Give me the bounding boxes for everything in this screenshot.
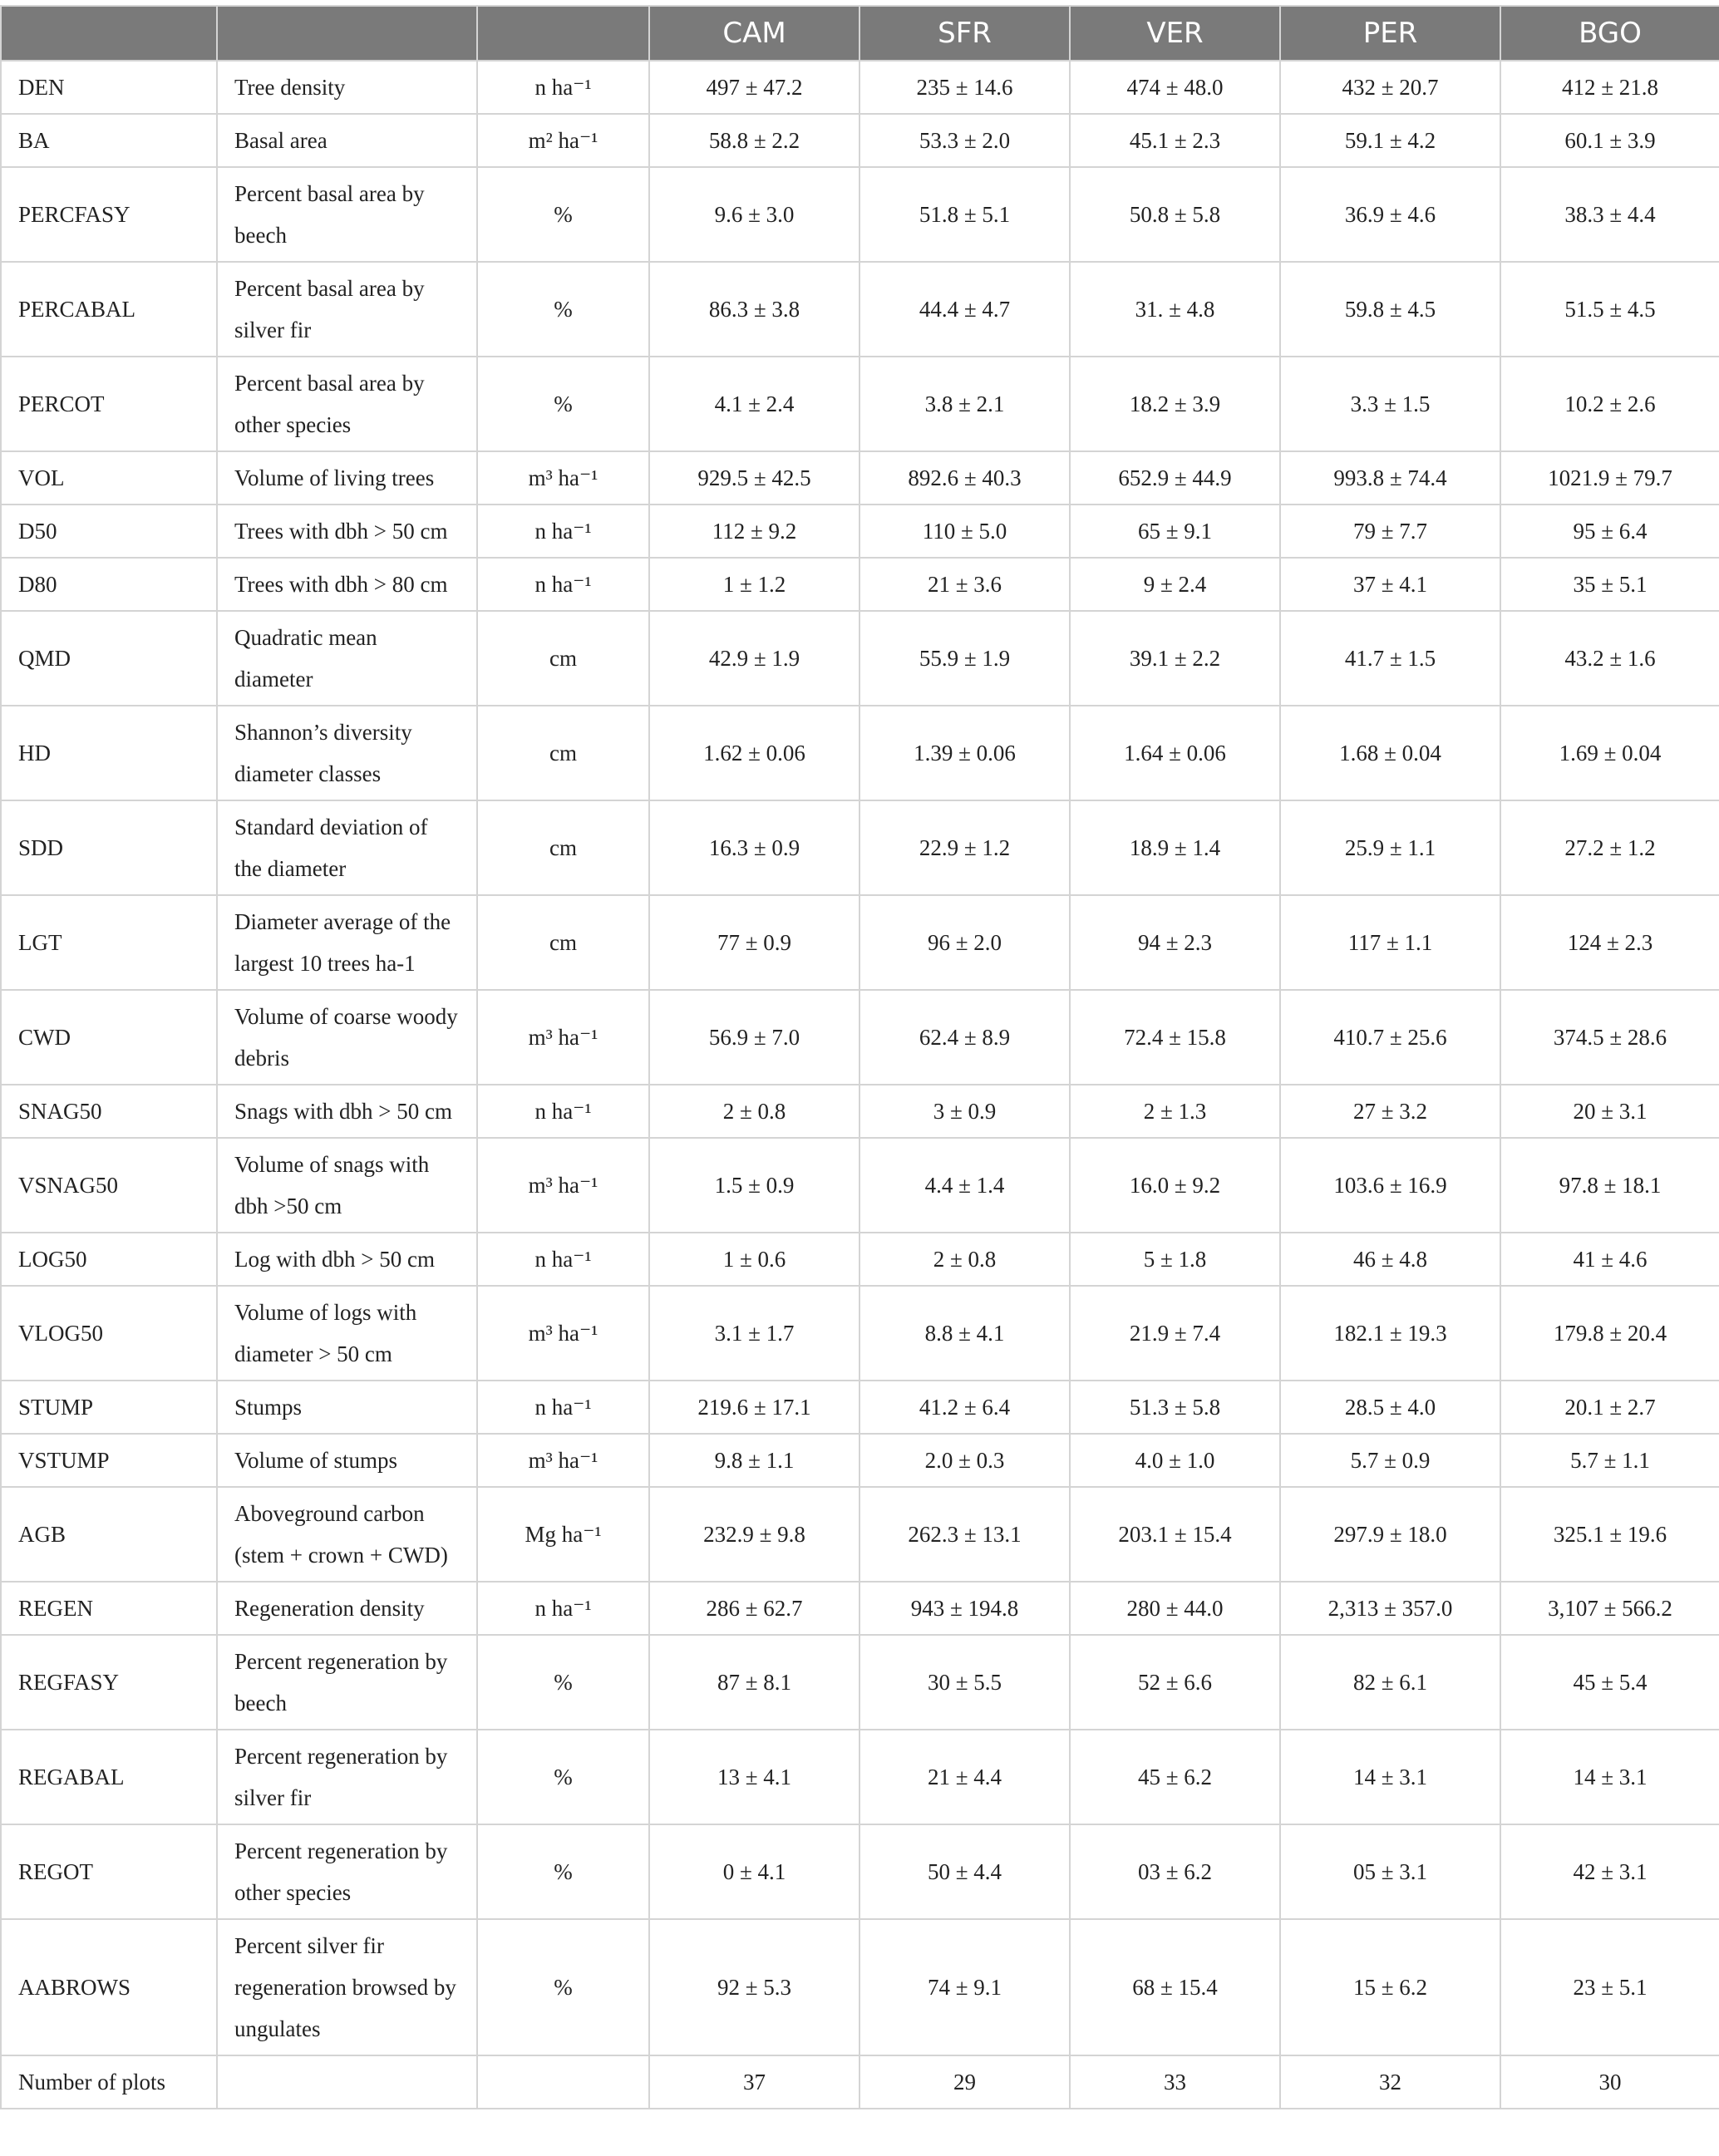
value-cell: 474 ± 48.0 [1070, 61, 1280, 114]
table-row [1, 1730, 1719, 1824]
table-row [1, 167, 1719, 262]
value-cell: 52 ± 6.6 [1070, 1635, 1280, 1730]
unit-cell: n ha⁻¹ [477, 1233, 649, 1286]
value-cell: 117 ± 1.1 [1280, 895, 1500, 990]
table-row [1, 1434, 1719, 1487]
value-cell: 94 ± 2.3 [1070, 895, 1280, 990]
value-cell: 21 ± 3.6 [860, 558, 1070, 611]
unit-cell: cm [477, 800, 649, 895]
unit-cell: n ha⁻¹ [477, 1381, 649, 1434]
value-cell: 943 ± 194.8 [860, 1582, 1070, 1635]
value-cell: 3.1 ± 1.7 [649, 1286, 860, 1381]
value-cell: 1 ± 1.2 [649, 558, 860, 611]
unit-cell: n ha⁻¹ [477, 1582, 649, 1635]
value-cell: 652.9 ± 44.9 [1070, 451, 1280, 505]
description-cell: Stumps [217, 1381, 477, 1434]
variable-code-cell: D50 [1, 505, 217, 558]
description-cell: Percent regeneration by beech [217, 1635, 477, 1730]
unit-cell: cm [477, 611, 649, 706]
description-cell: Quadratic mean diameter [217, 611, 477, 706]
variable-code-cell: REGFASY [1, 1635, 217, 1730]
value-cell: 45 ± 6.2 [1070, 1730, 1280, 1824]
value-cell: 95 ± 6.4 [1500, 505, 1719, 558]
value-cell: 1.69 ± 0.04 [1500, 706, 1719, 800]
unit-cell: n ha⁻¹ [477, 1085, 649, 1138]
value-cell: 39.1 ± 2.2 [1070, 611, 1280, 706]
value-cell: 412 ± 21.8 [1500, 61, 1719, 114]
table-row [1, 1919, 1719, 2055]
variable-code-cell: LGT [1, 895, 217, 990]
value-cell: 03 ± 6.2 [1070, 1824, 1280, 1919]
value-cell: 1021.9 ± 79.7 [1500, 451, 1719, 505]
value-cell: 16.3 ± 0.9 [649, 800, 860, 895]
unit-cell: n ha⁻¹ [477, 558, 649, 611]
description-cell: Diameter average of the largest 10 trees ha-1 [217, 895, 477, 990]
value-cell: 36.9 ± 4.6 [1280, 167, 1500, 262]
table-row [1, 1487, 1719, 1582]
value-cell: 3,107 ± 566.2 [1500, 1582, 1719, 1635]
description-cell: Percent regeneration by other species [217, 1824, 477, 1919]
value-cell: 55.9 ± 1.9 [860, 611, 1070, 706]
table-row [1, 505, 1719, 558]
value-cell: 0 ± 4.1 [649, 1824, 860, 1919]
unit-cell: n ha⁻¹ [477, 505, 649, 558]
unit-cell: % [477, 1730, 649, 1824]
unit-cell: m³ ha⁻¹ [477, 1434, 649, 1487]
value-cell: 9.8 ± 1.1 [649, 1434, 860, 1487]
value-cell: 20 ± 3.1 [1500, 1085, 1719, 1138]
value-cell: 13 ± 4.1 [649, 1730, 860, 1824]
table-row [1, 1138, 1719, 1233]
value-cell: 993.8 ± 74.4 [1280, 451, 1500, 505]
header-cell [1, 6, 217, 61]
description-cell: Volume of living trees [217, 451, 477, 505]
header-cell: BGO [1500, 6, 1719, 61]
variable-code-cell: REGEN [1, 1582, 217, 1635]
value-cell: 86.3 ± 3.8 [649, 262, 860, 357]
variable-code-cell: PERCABAL [1, 262, 217, 357]
value-cell: 5.7 ± 0.9 [1280, 1434, 1500, 1487]
unit-cell: m² ha⁻¹ [477, 114, 649, 167]
value-cell: 21.9 ± 7.4 [1070, 1286, 1280, 1381]
variable-code-cell: SNAG50 [1, 1085, 217, 1138]
description-cell: Percent basal area by silver fir [217, 262, 477, 357]
table-row [1, 895, 1719, 990]
value-cell: 14 ± 3.1 [1500, 1730, 1719, 1824]
value-cell: 62.4 ± 8.9 [860, 990, 1070, 1085]
value-cell: 60.1 ± 3.9 [1500, 114, 1719, 167]
value-cell: 25.9 ± 1.1 [1280, 800, 1500, 895]
value-cell: 232.9 ± 9.8 [649, 1487, 860, 1582]
unit-cell: cm [477, 895, 649, 990]
value-cell: 325.1 ± 19.6 [1500, 1487, 1719, 1582]
variable-code-cell: PERCOT [1, 357, 217, 451]
value-cell: 87 ± 8.1 [649, 1635, 860, 1730]
value-cell: 50.8 ± 5.8 [1070, 167, 1280, 262]
value-cell: 30 ± 5.5 [860, 1635, 1070, 1730]
unit-cell: % [477, 167, 649, 262]
description-cell: Percent regeneration by silver fir [217, 1730, 477, 1824]
value-cell: 4.1 ± 2.4 [649, 357, 860, 451]
unit-cell: % [477, 357, 649, 451]
value-cell: 51.8 ± 5.1 [860, 167, 1070, 262]
value-cell: 1.39 ± 0.06 [860, 706, 1070, 800]
description-cell: Trees with dbh > 50 cm [217, 505, 477, 558]
value-cell: 41.2 ± 6.4 [860, 1381, 1070, 1434]
value-cell: 179.8 ± 20.4 [1500, 1286, 1719, 1381]
value-cell: 37 [649, 2055, 860, 2109]
value-cell: 1.64 ± 0.06 [1070, 706, 1280, 800]
unit-cell: m³ ha⁻¹ [477, 1286, 649, 1381]
value-cell: 410.7 ± 25.6 [1280, 990, 1500, 1085]
value-cell: 21 ± 4.4 [860, 1730, 1070, 1824]
header-cell: SFR [860, 6, 1070, 61]
value-cell: 432 ± 20.7 [1280, 61, 1500, 114]
value-cell: 3 ± 0.9 [860, 1085, 1070, 1138]
value-cell: 44.4 ± 4.7 [860, 262, 1070, 357]
value-cell: 37 ± 4.1 [1280, 558, 1500, 611]
unit-cell: m³ ha⁻¹ [477, 451, 649, 505]
value-cell: 58.8 ± 2.2 [649, 114, 860, 167]
table-row [1, 706, 1719, 800]
value-cell: 74 ± 9.1 [860, 1919, 1070, 2055]
unit-cell: m³ ha⁻¹ [477, 1138, 649, 1233]
variable-code-cell: AGB [1, 1487, 217, 1582]
value-cell: 3.3 ± 1.5 [1280, 357, 1500, 451]
value-cell: 2.0 ± 0.3 [860, 1434, 1070, 1487]
value-cell: 27.2 ± 1.2 [1500, 800, 1719, 895]
value-cell: 82 ± 6.1 [1280, 1635, 1500, 1730]
table-body [1, 61, 1719, 2109]
value-cell: 286 ± 62.7 [649, 1582, 860, 1635]
value-cell: 4.0 ± 1.0 [1070, 1434, 1280, 1487]
unit-cell: % [477, 262, 649, 357]
value-cell: 112 ± 9.2 [649, 505, 860, 558]
value-cell: 9.6 ± 3.0 [649, 167, 860, 262]
variable-code-cell: Number of plots [1, 2055, 217, 2109]
value-cell: 27 ± 3.2 [1280, 1085, 1500, 1138]
table-row [1, 2055, 1719, 2109]
value-cell: 65 ± 9.1 [1070, 505, 1280, 558]
value-cell: 68 ± 15.4 [1070, 1919, 1280, 2055]
table-row [1, 262, 1719, 357]
description-cell: Log with dbh > 50 cm [217, 1233, 477, 1286]
value-cell: 110 ± 5.0 [860, 505, 1070, 558]
value-cell: 43.2 ± 1.6 [1500, 611, 1719, 706]
value-cell: 9 ± 2.4 [1070, 558, 1280, 611]
value-cell: 1 ± 0.6 [649, 1233, 860, 1286]
variable-code-cell: D80 [1, 558, 217, 611]
value-cell: 45.1 ± 2.3 [1070, 114, 1280, 167]
description-cell: Snags with dbh > 50 cm [217, 1085, 477, 1138]
table-row [1, 61, 1719, 114]
header-cell: CAM [649, 6, 860, 61]
table-row [1, 990, 1719, 1085]
description-cell [217, 2055, 477, 2109]
table-row [1, 357, 1719, 451]
value-cell: 5 ± 1.8 [1070, 1233, 1280, 1286]
variable-code-cell: VOL [1, 451, 217, 505]
value-cell: 3.8 ± 2.1 [860, 357, 1070, 451]
value-cell: 2 ± 0.8 [860, 1233, 1070, 1286]
table-row [1, 1635, 1719, 1730]
value-cell: 45 ± 5.4 [1500, 1635, 1719, 1730]
unit-cell [477, 2055, 649, 2109]
value-cell: 18.2 ± 3.9 [1070, 357, 1280, 451]
table-row [1, 1381, 1719, 1434]
unit-cell: % [477, 1635, 649, 1730]
variable-code-cell: QMD [1, 611, 217, 706]
table-row [1, 1085, 1719, 1138]
value-cell: 1.5 ± 0.9 [649, 1138, 860, 1233]
value-cell: 182.1 ± 19.3 [1280, 1286, 1500, 1381]
variable-code-cell: VLOG50 [1, 1286, 217, 1381]
value-cell: 42.9 ± 1.9 [649, 611, 860, 706]
variable-code-cell: STUMP [1, 1381, 217, 1434]
variable-code-cell: REGOT [1, 1824, 217, 1919]
description-cell: Volume of logs with diameter > 50 cm [217, 1286, 477, 1381]
value-cell: 929.5 ± 42.5 [649, 451, 860, 505]
variable-code-cell: VSTUMP [1, 1434, 217, 1487]
value-cell: 29 [860, 2055, 1070, 2109]
value-cell: 5.7 ± 1.1 [1500, 1434, 1719, 1487]
value-cell: 38.3 ± 4.4 [1500, 167, 1719, 262]
value-cell: 203.1 ± 15.4 [1070, 1487, 1280, 1582]
value-cell: 18.9 ± 1.4 [1070, 800, 1280, 895]
value-cell: 46 ± 4.8 [1280, 1233, 1500, 1286]
value-cell: 53.3 ± 2.0 [860, 114, 1070, 167]
variable-code-cell: LOG50 [1, 1233, 217, 1286]
unit-cell: % [477, 1824, 649, 1919]
value-cell: 96 ± 2.0 [860, 895, 1070, 990]
table-row [1, 611, 1719, 706]
value-cell: 35 ± 5.1 [1500, 558, 1719, 611]
unit-cell: n ha⁻¹ [477, 61, 649, 114]
variable-code-cell: BA [1, 114, 217, 167]
description-cell: Percent basal area by beech [217, 167, 477, 262]
header-cell: PER [1280, 6, 1500, 61]
unit-cell: % [477, 1919, 649, 2055]
value-cell: 2 ± 0.8 [649, 1085, 860, 1138]
value-cell: 15 ± 6.2 [1280, 1919, 1500, 2055]
value-cell: 59.1 ± 4.2 [1280, 114, 1500, 167]
value-cell: 16.0 ± 9.2 [1070, 1138, 1280, 1233]
value-cell: 262.3 ± 13.1 [860, 1487, 1070, 1582]
value-cell: 4.4 ± 1.4 [860, 1138, 1070, 1233]
table-row [1, 451, 1719, 505]
variable-code-cell: VSNAG50 [1, 1138, 217, 1233]
value-cell: 1.62 ± 0.06 [649, 706, 860, 800]
unit-cell: Mg ha⁻¹ [477, 1487, 649, 1582]
value-cell: 14 ± 3.1 [1280, 1730, 1500, 1824]
value-cell: 33 [1070, 2055, 1280, 2109]
value-cell: 92 ± 5.3 [649, 1919, 860, 2055]
description-cell: Shannon’s diversity diameter classes [217, 706, 477, 800]
value-cell: 50 ± 4.4 [860, 1824, 1070, 1919]
table-row [1, 1824, 1719, 1919]
variable-code-cell: PERCFASY [1, 167, 217, 262]
value-cell: 892.6 ± 40.3 [860, 451, 1070, 505]
value-cell: 51.3 ± 5.8 [1070, 1381, 1280, 1434]
description-cell: Volume of stumps [217, 1434, 477, 1487]
value-cell: 297.9 ± 18.0 [1280, 1487, 1500, 1582]
description-cell: Volume of snags with dbh >50 cm [217, 1138, 477, 1233]
value-cell: 41 ± 4.6 [1500, 1233, 1719, 1286]
description-cell: Standard deviation of the diameter [217, 800, 477, 895]
description-cell: Regeneration density [217, 1582, 477, 1635]
unit-cell: cm [477, 706, 649, 800]
value-cell: 8.8 ± 4.1 [860, 1286, 1070, 1381]
description-cell: Aboveground carbon (stem + crown + CWD) [217, 1487, 477, 1582]
header-cell [477, 6, 649, 61]
header-row [1, 6, 1719, 61]
header-cell [217, 6, 477, 61]
description-cell: Basal area [217, 114, 477, 167]
value-cell: 20.1 ± 2.7 [1500, 1381, 1719, 1434]
value-cell: 42 ± 3.1 [1500, 1824, 1719, 1919]
forest-structure-table [0, 5, 1719, 2109]
value-cell: 79 ± 7.7 [1280, 505, 1500, 558]
value-cell: 41.7 ± 1.5 [1280, 611, 1500, 706]
table-row [1, 800, 1719, 895]
value-cell: 235 ± 14.6 [860, 61, 1070, 114]
header-cell: VER [1070, 6, 1280, 61]
table-row [1, 558, 1719, 611]
value-cell: 05 ± 3.1 [1280, 1824, 1500, 1919]
value-cell: 374.5 ± 28.6 [1500, 990, 1719, 1085]
variable-code-cell: HD [1, 706, 217, 800]
value-cell: 72.4 ± 15.8 [1070, 990, 1280, 1085]
value-cell: 32 [1280, 2055, 1500, 2109]
value-cell: 10.2 ± 2.6 [1500, 357, 1719, 451]
variable-code-cell: AABROWS [1, 1919, 217, 2055]
description-cell: Trees with dbh > 80 cm [217, 558, 477, 611]
variable-code-cell: DEN [1, 61, 217, 114]
description-cell: Percent basal area by other species [217, 357, 477, 451]
value-cell: 56.9 ± 7.0 [649, 990, 860, 1085]
value-cell: 30 [1500, 2055, 1719, 2109]
value-cell: 103.6 ± 16.9 [1280, 1138, 1500, 1233]
value-cell: 23 ± 5.1 [1500, 1919, 1719, 2055]
description-cell: Percent silver fir regeneration browsed by ungulates [217, 1919, 477, 2055]
value-cell: 22.9 ± 1.2 [860, 800, 1070, 895]
value-cell: 97.8 ± 18.1 [1500, 1138, 1719, 1233]
value-cell: 28.5 ± 4.0 [1280, 1381, 1500, 1434]
variable-code-cell: REGABAL [1, 1730, 217, 1824]
value-cell: 219.6 ± 17.1 [649, 1381, 860, 1434]
value-cell: 2 ± 1.3 [1070, 1085, 1280, 1138]
value-cell: 31. ± 4.8 [1070, 262, 1280, 357]
table-row [1, 1233, 1719, 1286]
value-cell: 124 ± 2.3 [1500, 895, 1719, 990]
description-cell: Volume of coarse woody debris [217, 990, 477, 1085]
value-cell: 1.68 ± 0.04 [1280, 706, 1500, 800]
variable-code-cell: SDD [1, 800, 217, 895]
value-cell: 2,313 ± 357.0 [1280, 1582, 1500, 1635]
table-row [1, 1582, 1719, 1635]
value-cell: 497 ± 47.2 [649, 61, 860, 114]
unit-cell: m³ ha⁻¹ [477, 990, 649, 1085]
table-row [1, 1286, 1719, 1381]
value-cell: 51.5 ± 4.5 [1500, 262, 1719, 357]
value-cell: 59.8 ± 4.5 [1280, 262, 1500, 357]
table-row [1, 114, 1719, 167]
description-cell: Tree density [217, 61, 477, 114]
value-cell: 280 ± 44.0 [1070, 1582, 1280, 1635]
variable-code-cell: CWD [1, 990, 217, 1085]
value-cell: 77 ± 0.9 [649, 895, 860, 990]
